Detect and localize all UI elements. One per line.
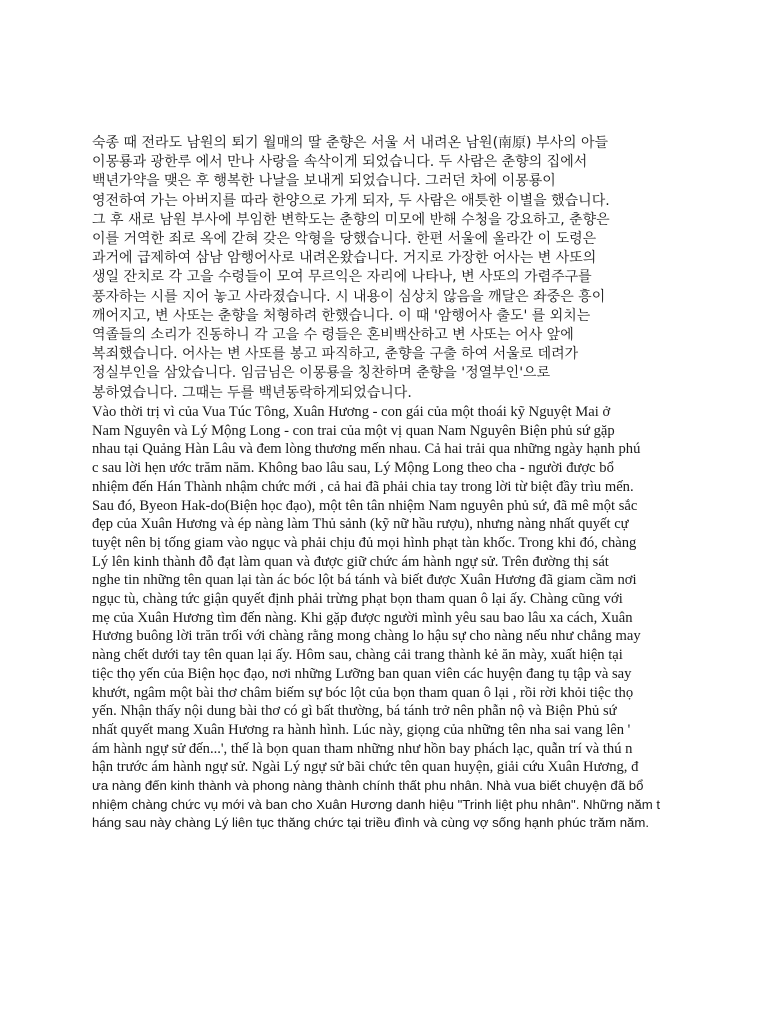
vietnamese-paragraph (92, 403, 692, 833)
vietnamese-line-3: nhau tại Quảng Hàn Lâu và đem lòng thương mến nhau. Cả hai trải qua những ngày hạnh phú (92, 441, 641, 458)
korean-line-8: 생일 잔치로 각 고을 수령들이 모여 무르익은 자리에 나타나, 변 사또의 가렴주구를 (92, 269, 592, 286)
vietnamese-line-20: hận trước ám hành ngự sử. Ngài Lý ngự sử bãi chức tên quan huyện, giải cứu Xuân Hương, đ (92, 759, 639, 776)
vietnamese-line-2: Nam Nguyên và Lý Mộng Long - con trai của một vị quan Nam Nguyên Biện phủ sứ gặp (92, 422, 615, 439)
korean-line-7: 과거에 급제하여 삼남 암행어사로 내려온왔습니다. 거지로 가장한 어사는 변 사또의 (92, 250, 597, 267)
korean-line-1: 숙종 때 전라도 남원의 퇴기 월매의 딸 춘향은 서울 서 내려온 남원(南原) 부사의 아들 (92, 135, 609, 151)
vietnamese-line-10: nghe tin những tên quan lại tàn ác bóc lột bá tánh và biết được Xuân Hương đã giam cầm nơi (92, 572, 637, 589)
korean-line-12: 복죄했습니다. 어사는 변 사또를 봉고 파직하고, 춘향을 구출 하여 서울로 데려가 (92, 346, 579, 363)
vietnamese-line-22: nhiệm chàng chức vụ mới và ban cho Xuân Hương danh hiệu "Trinh liệt phu nhân". Những năm t (92, 796, 661, 812)
vietnamese-line-13: Hương buông lời trăn trối với chàng rằng mong chàng lo hậu sự cho nàng nếu như chẳng may (92, 628, 641, 645)
vietnamese-line-9: Lý lên kinh thành đỗ đạt làm quan và được giữ chức ám hành ngự sử. Trên đường thị sát (92, 553, 609, 570)
vietnamese-line-23: háng sau này chàng Lý liên tục thăng chức tại triều đình và cùng vợ sống hạnh phúc trăm năm. (92, 815, 650, 831)
vietnamese-line-16: khướt, ngâm một bài thơ châm biếm sự bóc lột của bọn tham quan ô lại , rồi rời khỏi tiệc thọ (92, 684, 634, 701)
vietnamese-line-4: c sau lời hẹn ước trăm năm. Không bao lâu sau, Lý Mộng Long theo cha - người được bổ (92, 460, 614, 477)
korean-line-4: 영전하여 가는 아버지를 따라 한양으로 가게 되자, 두 사람은 애틋한 이별을 했습니다. (92, 192, 610, 209)
vietnamese-line-7: đẹp của Xuân Hương và ép nàng làm Thủ sảnh (kỹ nữ hầu rượu), nhưng nàng nhất quyết cự (92, 516, 629, 533)
korean-line-3: 백년가약을 맺은 후 행복한 나날을 보내게 되었습니다. 그러던 차에 이몽룡이 (92, 173, 556, 190)
korean-line-11: 역졸들의 소리가 진동하니 각 고을 수 령들은 혼비백산하고 변 사또는 어사 앞에 (92, 327, 574, 344)
korean-line-13: 정실부인을 삼았습니다. 임금님은 이몽룡을 칭찬하며 춘향을 '정열부인'으로 (92, 365, 551, 382)
korean-paragraph (92, 134, 682, 403)
vietnamese-line-18: nhất quyết mang Xuân Hương ra hành hình. Lúc này, giọng của những tên nha sai vang lên ' (92, 721, 631, 738)
vietnamese-line-6: Sau đó, Byeon Hak-do(Biện học đạo), một tên tân nhiệm Nam nguyên phủ sứ, đã mê một sắc (92, 497, 638, 514)
vietnamese-line-11: ngục tù, chàng tức giận quyết định phải trừng phạt bọn tham quan ô lại ấy. Chàng cũng với (92, 591, 623, 608)
korean-line-9: 풍자하는 시를 지어 놓고 사라졌습니다. 시 내용이 심상치 않음을 깨달은 좌중은 흥이 (92, 288, 606, 305)
vietnamese-line-21: ưa nàng đến kinh thành và phong nàng thành chính thất phu nhân. Nhà vua biết chuyện đã bổ (92, 778, 644, 794)
vietnamese-line-5: nhiệm đến Hán Thành nhậm chức mới , cả hai đã phải chia tay trong lời từ biệt đầy trìu mến. (92, 478, 634, 495)
korean-line-5: 그 후 새로 남원 부사에 부임한 변학도는 춘향의 미모에 반해 수청을 강요하고, 춘향은 (92, 211, 610, 228)
vietnamese-line-15: tiệc thọ yến của Biện học đạo, nơi những Lưỡng ban quan viên các huyện đang tụ tập và say (92, 665, 632, 682)
vietnamese-line-8: tuyệt nên bị tống giam vào ngục và phải chịu đủ mọi hình phạt tàn khốc. Trong khi đó, chàng (92, 534, 637, 551)
korean-line-2: 이몽룡과 광한루 에서 만나 사랑을 속삭이게 되었습니다. 두 사람은 춘향의 집에서 (92, 154, 588, 171)
vietnamese-line-1: Vào thời trị vì của Vua Túc Tông, Xuân Hương - con gái của một thoái kỹ Nguyệt Mai ở (92, 404, 611, 420)
vietnamese-line-14: nàng chết dưới tay tên quan lại ấy. Hôm sau, chàng cải trang thành kẻ ăn mày, xuất hiện tại (92, 647, 623, 664)
vietnamese-line-12: mẹ của Xuân Hương tìm đến nàng. Khi gặp được người mình yêu sau bao lâu xa cách, Xuân (92, 609, 633, 626)
korean-line-6: 이를 거역한 죄로 옥에 갇혀 갖은 악형을 당했습니다. 한편 서울에 올라간 이 도령은 (92, 231, 597, 248)
korean-line-10: 깨어지고, 변 사또는 춘향을 처형하려 한했습니다. 이 때 '암행어사 출도' 를 외치는 (92, 307, 591, 324)
vietnamese-line-17: yến. Nhận thấy nội dung bài thơ có gì bất thường, bá tánh trở nên phẫn nộ và Biện Phủ sứ (92, 703, 617, 720)
korean-line-14: 봉하였습니다. 그때는 두를 백년동락하게되었습니다. (92, 384, 412, 401)
vietnamese-line-19: ám hành ngự sử đến...', thế là bọn quan tham những như hồn bay phách lạc, quẫn trí và thú n (92, 740, 633, 757)
